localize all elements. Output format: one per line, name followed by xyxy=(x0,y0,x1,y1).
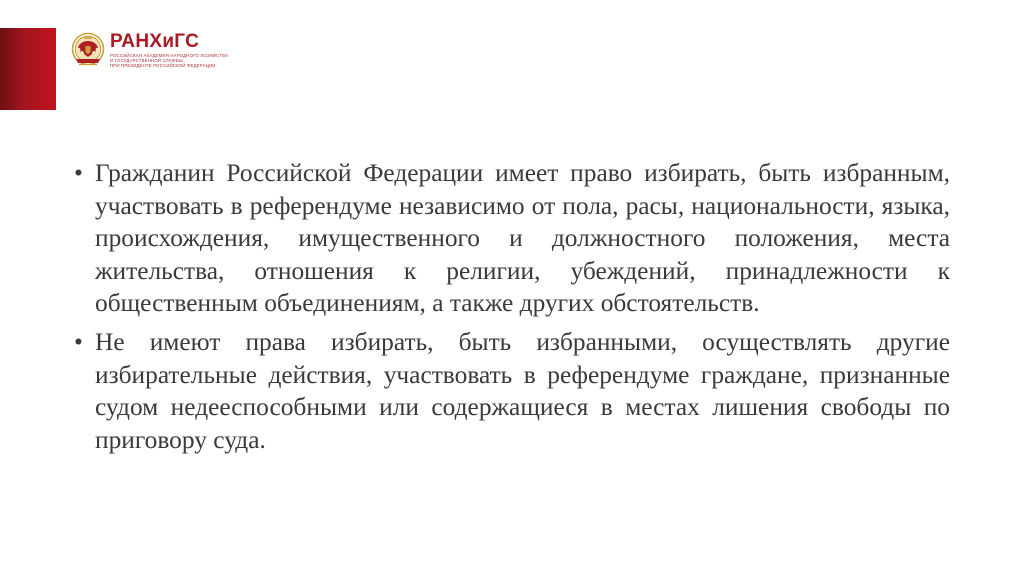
logo-subtitle-line: ПРИ ПРЕЗИДЕНТЕ РОССИЙСКОЙ ФЕДЕРАЦИИ xyxy=(110,63,216,68)
bullet-text: Гражданин Российской Федерации имеет право избирать, быть избранным, участвовать в референдуме независимо от пола, расы, национальности, языка, происхождения, имущественного и должностного положения, места жительства, отношения к религии, убеждений, принадлежности к общественным объединениям, а также других обстоятельств. xyxy=(95,159,950,318)
bullet-item xyxy=(72,326,950,456)
bullet-marker: • xyxy=(74,159,83,187)
ranepa-logo xyxy=(70,32,230,72)
accent-bar xyxy=(0,28,56,110)
bullet-item xyxy=(72,157,950,320)
double-headed-eagle-icon xyxy=(70,32,106,68)
logo-title: РАНХиГС xyxy=(110,31,200,52)
bullet-marker: • xyxy=(74,327,83,356)
bullet-text: Не имеют права избирать, быть избранными, осуществлять другие избирательные действия, участвовать в референдуме граждане, признанные судом недееспособными или содержащиеся в местах лишения свободы по приговору суда. xyxy=(95,327,950,454)
logo-subtitle-line: РОССИЙСКАЯ АКАДЕМИЯ НАРОДНОГО ХОЗЯЙСТВА xyxy=(110,53,229,58)
logo-subtitle xyxy=(110,53,232,68)
logo-subtitle-line: И ГОСУДАРСТВЕННОЙ СЛУЖБЫ xyxy=(110,58,183,63)
bullet-list xyxy=(72,157,950,456)
